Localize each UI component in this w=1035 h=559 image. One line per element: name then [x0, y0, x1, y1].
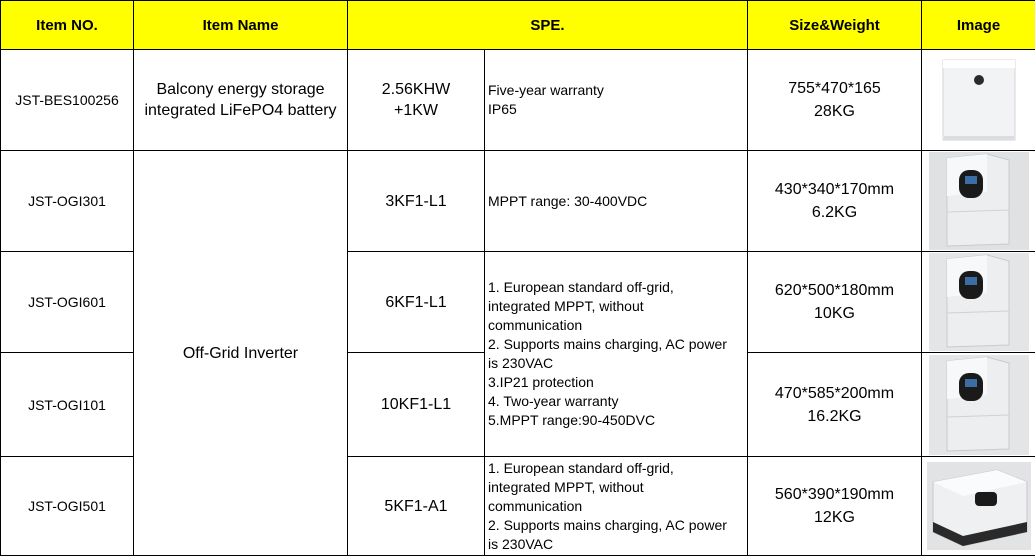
- spec-line: 5.MPPT range:90-450DVC: [488, 412, 656, 428]
- battery-cabinet-photo: [935, 54, 1023, 146]
- item-name-text: Balcony energy storage integrated LiFePO4 battery: [144, 81, 337, 119]
- model-cell: 6KF1-L1: [348, 252, 485, 353]
- spec-line: 2. Supports mains charging, AC power: [488, 336, 727, 352]
- table-row: [1, 151, 1035, 252]
- spec-cell: [485, 50, 748, 151]
- spec-line: integrated MPPT, without: [488, 298, 644, 314]
- spec-line: 1. European standard off-grid,: [488, 279, 674, 295]
- spec-line: is 230VAC: [488, 535, 554, 552]
- header-size-weight: Size&Weight: [748, 1, 922, 50]
- header-item-name: Item Name: [134, 1, 348, 50]
- model-cell: 10KF1-L1: [348, 353, 485, 457]
- size-weight-cell: [748, 353, 922, 457]
- item-no-cell: JST-OGI301: [1, 151, 134, 252]
- image-cell: [922, 353, 1035, 457]
- weight-text: 10KG: [814, 305, 855, 322]
- spec-line: 2. Supports mains charging, AC power: [488, 516, 727, 533]
- inverter-photo-angled: [927, 462, 1031, 550]
- size-text: 430*340*170mm: [774, 181, 895, 198]
- item-name-cell: [134, 50, 348, 151]
- spec-cell: [485, 457, 748, 556]
- spec-line: integrated MPPT, without: [488, 478, 644, 495]
- model-cell: 3KF1-L1: [348, 151, 485, 252]
- header-image: Image: [922, 1, 1035, 50]
- model-cell: [348, 50, 485, 151]
- weight-text: 28KG: [814, 103, 855, 120]
- spec-cell: [485, 252, 748, 457]
- size-text: 560*390*190mm: [774, 486, 895, 503]
- item-no-cell: JST-BES100256: [1, 50, 134, 151]
- spec-cell: [485, 151, 748, 252]
- spec-line: communication: [488, 497, 583, 514]
- item-name-cell: Off-Grid Inverter: [134, 151, 348, 556]
- weight-text: 6.2KG: [811, 204, 858, 221]
- inverter-photo: [929, 253, 1029, 351]
- model-cell: 5KF1-A1: [348, 457, 485, 556]
- inverter-photo: [929, 152, 1029, 250]
- size-weight-cell: [748, 252, 922, 353]
- spec-line: Five-year warranty: [488, 82, 604, 98]
- spec-line: IP65: [488, 101, 517, 117]
- header-spe: SPE.: [348, 1, 748, 50]
- model-line: +1KW: [393, 102, 438, 119]
- size-weight-cell: [748, 151, 922, 252]
- weight-text: 16.2KG: [807, 407, 862, 425]
- image-cell: [922, 50, 1035, 151]
- spec-line: 4. Two-year warranty: [488, 393, 619, 409]
- image-cell: [922, 457, 1035, 556]
- item-no-cell: JST-OGI101: [1, 353, 134, 457]
- size-text: 470*585*200mm: [774, 384, 895, 402]
- size-weight-cell: [748, 457, 922, 556]
- size-weight-cell: [748, 50, 922, 151]
- spec-line: 3.IP21 protection: [488, 374, 594, 390]
- table-row: [1, 50, 1035, 151]
- weight-text: 12KG: [814, 509, 855, 526]
- size-text: 755*470*165: [788, 80, 881, 97]
- item-no-cell: JST-OGI601: [1, 252, 134, 353]
- size-text: 620*500*180mm: [774, 282, 895, 299]
- spec-line: is 230VAC: [488, 355, 554, 371]
- item-no-cell: JST-OGI501: [1, 457, 134, 556]
- spec-line: MPPT range: 30-400VDC: [488, 192, 648, 209]
- spec-line: communication: [488, 317, 583, 333]
- spec-line: 1. European standard off-grid,: [488, 459, 674, 476]
- image-cell: [922, 151, 1035, 252]
- header-row: [1, 1, 1035, 50]
- inverter-photo: [929, 355, 1029, 455]
- model-line: 2.56KHW: [381, 81, 451, 98]
- image-cell: [922, 252, 1035, 353]
- header-item-no: Item NO.: [1, 1, 134, 50]
